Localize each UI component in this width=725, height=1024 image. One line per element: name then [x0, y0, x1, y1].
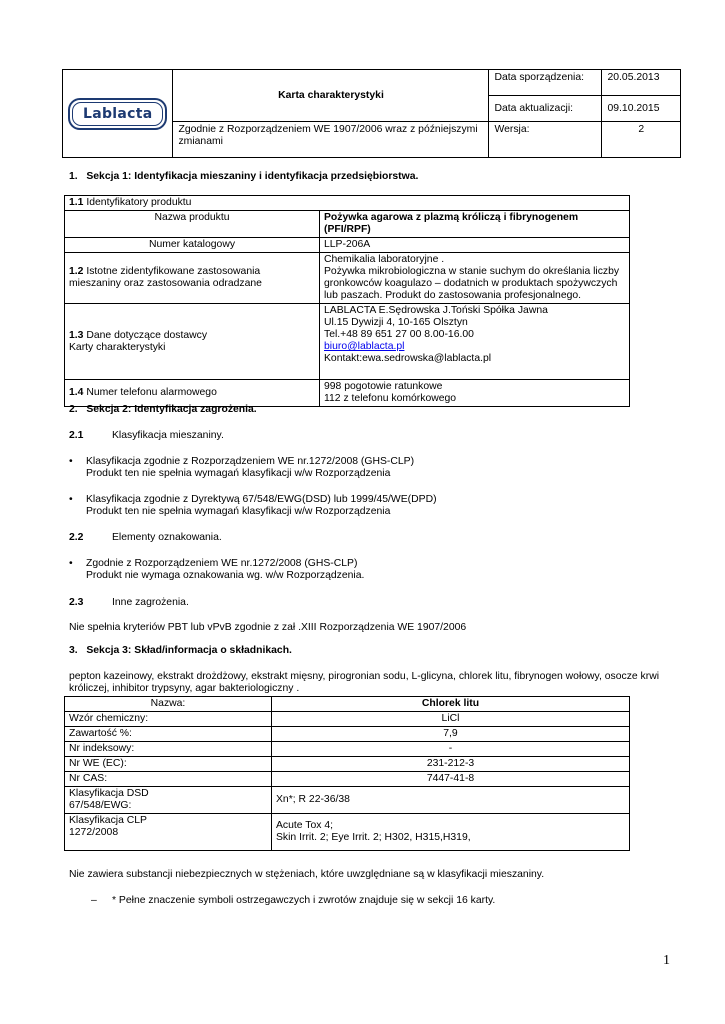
- dsd-label-line-2: 67/548/EWG:: [69, 800, 132, 811]
- row-1-3-label: Dane dotyczące dostawcy: [83, 329, 208, 341]
- document-title: Karta charakterystyki: [173, 70, 489, 122]
- comp-cas-label: Nr CAS:: [65, 772, 272, 787]
- supplier-email-link[interactable]: biuro@lablacta.pl: [324, 341, 405, 352]
- row-1-2-label-cell: [65, 253, 320, 304]
- bullet-1-line-1: Klasyfikacja zgodnie z Rozporządzeniem WE nr.1272/2008 (GHS-CLP): [86, 456, 415, 467]
- clp-value-line-2: Skin Irrit. 2; Eye Irrit. 2; H302, H315,H319,: [276, 832, 471, 843]
- comp-cas-value: 7447-41-8: [272, 772, 630, 787]
- section-1-table: [64, 195, 630, 407]
- comp-formula-label: Wzór chemiczny:: [65, 712, 272, 727]
- supplier-name: LABLACTA E.Sędrowska J.Toński Spółka Jawna: [324, 305, 548, 316]
- section-1-heading: 1. Sekcja 1: Identyfikacja mieszaniny i identyfikacja przedsiębiorstwa.: [69, 171, 419, 182]
- emergency-line-1: 998 pogotowie ratunkowe: [324, 381, 443, 392]
- comp-index-value: -: [272, 742, 630, 757]
- subsection-2-2-title: Elementy oznakowania.: [112, 532, 222, 543]
- subsection-2-3-title: Inne zagrożenia.: [112, 597, 189, 608]
- row-1-2-value: [320, 253, 630, 304]
- use-line-2: Pożywka mikrobiologiczna w stanie suchym do określania liczby gronkowców koagulazo – dodatnich w produktach spożywczych lub paszach. Produkt do zastosowania profesjonalnego.: [324, 266, 620, 301]
- row-1-1: [65, 196, 630, 211]
- row-1-4-number: 1.4: [69, 387, 84, 398]
- supplier-address: Ul.15 Dywizji 4, 10-165 Olsztyn: [324, 317, 468, 328]
- subsection-2-2-number: 2.2: [69, 532, 84, 543]
- date-updated-value: 09.10.2015: [602, 96, 681, 122]
- row-1-4-value: [320, 380, 630, 407]
- comp-index-label: Nr indeksowy:: [65, 742, 272, 757]
- subsection-2-1-number: 2.1: [69, 430, 84, 441]
- date-created-value: 20.05.2013: [602, 70, 681, 96]
- comp-dsd-value: Xn*; R 22-36/38: [272, 787, 630, 814]
- comp-clp-label: [65, 814, 272, 851]
- bullet-2-line-2: Produkt ten nie spełnia wymagań klasyfikacji w/w Rozporządzenia: [86, 506, 391, 517]
- lablacta-logo: [68, 98, 167, 130]
- section-3-heading: 3. Sekcja 3: Skład/informacja o składnikach.: [69, 645, 292, 656]
- version-label: Wersja:: [489, 122, 602, 158]
- version-value: 2: [602, 122, 681, 158]
- comp-content-label: Zawartość %:: [65, 727, 272, 742]
- row-1-1-number: 1.1: [69, 197, 84, 208]
- comp-formula-value: LiCl: [272, 712, 630, 727]
- dash-marker: –: [91, 895, 97, 906]
- row-1-2-number: 1.2: [69, 266, 84, 277]
- bullet-1-line-2: Produkt ten nie spełnia wymagań klasyfikacji w/w Rozporządzenia: [86, 468, 391, 479]
- bullet-3-line-2: Produkt nie wymaga oznakowania wg. w/w Rozporządzenia.: [86, 570, 365, 581]
- comp-clp-value: [272, 814, 630, 851]
- catalog-number-value: LLP-206A: [320, 238, 630, 253]
- pbt-statement: Nie spełnia kryteriów PBT lub vPvB zgodnie z zał .XIII Rozporządzenia WE 1907/2006: [69, 622, 467, 633]
- product-name-label: Nazwa produktu: [65, 211, 320, 238]
- hazard-note: Nie zawiera substancji niebezpiecznych w stężeniach, które uwzględniane są w klasyfikacji mieszaniny.: [69, 869, 545, 880]
- emergency-line-2: 112 z telefonu komórkowego: [324, 393, 457, 404]
- row-1-3-label-2: Karty charakterystyki: [69, 341, 166, 353]
- row-1-4-label: Numer telefonu alarmowego: [83, 387, 217, 398]
- row-1-3-number: 1.3: [69, 329, 84, 341]
- logo-cell: [63, 70, 173, 158]
- comp-name-label: Nazwa:: [65, 697, 272, 712]
- clp-label-line-2: 1272/2008: [69, 827, 119, 838]
- bullet-icon: •: [69, 494, 73, 505]
- regulation-text: Zgodnie z Rozporządzeniem WE 1907/2006 wraz z późniejszymi zmianami: [173, 122, 489, 158]
- document-header: [62, 69, 681, 158]
- section-2-heading: 2. Sekcja 2: Identyfikacja zagrożenia.: [69, 404, 257, 415]
- supplier-phone: Tel.+48 89 651 27 00 8.00-16.00: [324, 329, 474, 340]
- bullet-2-line-1: Klasyfikacja zgodnie z Dyrektywą 67/548/EWG(DSD) lub 1999/45/WE(DPD): [86, 494, 437, 505]
- page-number: 1: [663, 953, 670, 968]
- product-name-value: Pożywka agarowa z plazmą króliczą i fibrynogenem (PFI/RPF): [320, 211, 630, 238]
- row-1-4-label-cell: [65, 380, 320, 407]
- comp-we-label: Nr WE (EC):: [65, 757, 272, 772]
- supplier-contact: Kontakt:ewa.sedrowska@lablacta.pl: [324, 353, 492, 364]
- logo-text: Lablacta: [72, 102, 163, 126]
- clp-value-line-1: Acute Tox 4;: [276, 820, 333, 831]
- row-1-3-value: [320, 304, 630, 380]
- use-line-1: Chemikalia laboratoryjne .: [324, 254, 445, 265]
- clp-label-line-1: Klasyfikacja CLP: [69, 815, 147, 826]
- subsection-2-1-title: Klasyfikacja mieszaniny.: [112, 430, 224, 441]
- comp-dsd-label: [65, 787, 272, 814]
- date-created-label: Data sporządzenia:: [489, 70, 602, 96]
- row-1-1-label: Identyfikatory produktu: [83, 197, 192, 208]
- row-1-2-label: Istotne zidentyfikowane zastosowania mieszaniny oraz zastosowania odradzane: [69, 266, 262, 289]
- comp-content-value: 7,9: [272, 727, 630, 742]
- bullet-3-line-1: Zgodnie z Rozporządzeniem WE nr.1272/2008 (GHS-CLP): [86, 558, 358, 569]
- date-updated-label: Data aktualizacji:: [489, 96, 602, 122]
- comp-name-value: Chlorek litu: [272, 697, 630, 712]
- comp-we-value: 231-212-3: [272, 757, 630, 772]
- subsection-2-3-number: 2.3: [69, 597, 84, 608]
- composition-table: [64, 696, 630, 851]
- dsd-label-line-1: Klasyfikacja DSD: [69, 788, 149, 799]
- ingredients-list: pepton kazeinowy, ekstrakt drożdżowy, ekstrakt mięsny, pirogronian sodu, L-glicyna, chlorek litu, fibrynogen wołowy, osocze krwi króliczej, inhibitor trypsyny, agar bakteriologiczny .: [69, 671, 660, 694]
- footnote: * Pełne znaczenie symboli ostrzegawczych i zwrotów znajduje się w sekcji 16 karty.: [112, 895, 496, 906]
- row-1-3-label-cell: [65, 304, 320, 380]
- bullet-icon: •: [69, 558, 73, 569]
- bullet-icon: •: [69, 456, 73, 467]
- catalog-number-label: Numer katalogowy: [65, 238, 320, 253]
